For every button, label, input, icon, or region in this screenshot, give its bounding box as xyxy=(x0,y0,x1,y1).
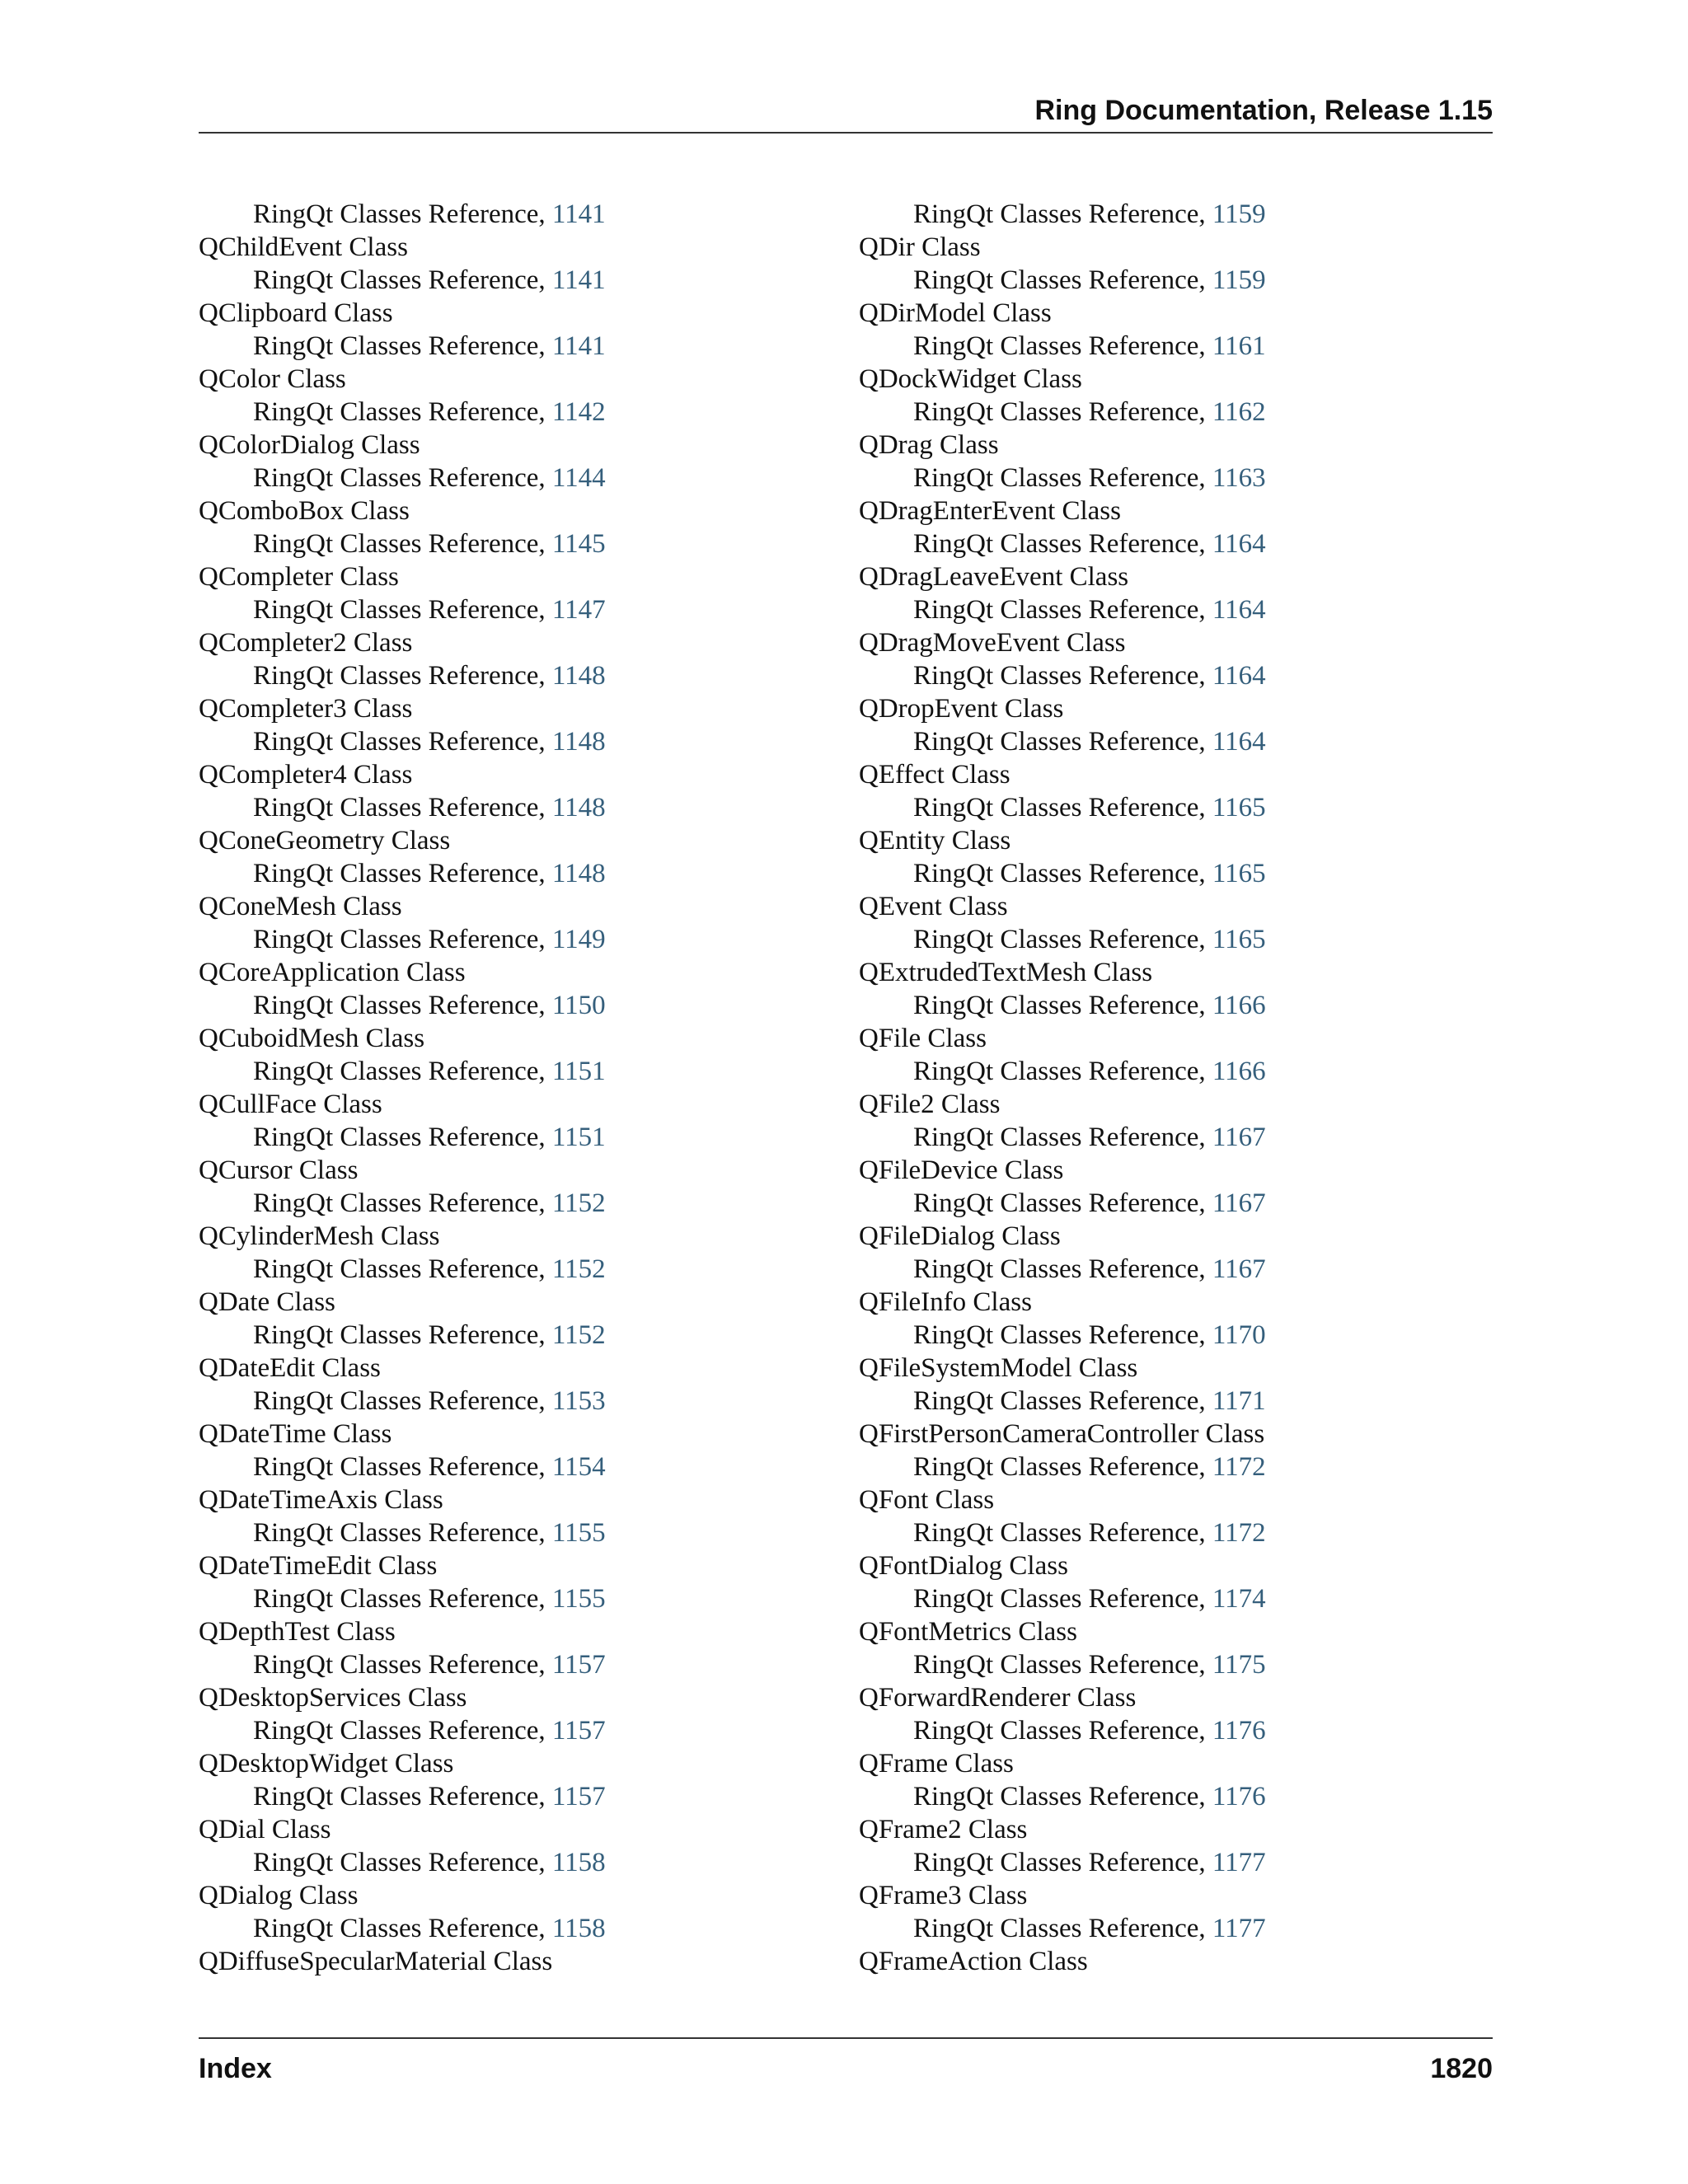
index-entry xyxy=(199,824,792,890)
reference-text: RingQt Classes Reference, xyxy=(253,1122,552,1152)
index-entry-name: QDockWidget Class xyxy=(859,364,1082,394)
page-link[interactable]: 1148 xyxy=(551,661,606,691)
reference-text: RingQt Classes Reference, xyxy=(253,1320,552,1350)
index-entry xyxy=(199,1549,792,1615)
page-link[interactable]: 1153 xyxy=(551,1386,606,1416)
index-column-right xyxy=(859,198,1452,1978)
reference-line xyxy=(199,857,792,890)
page-link[interactable]: 1166 xyxy=(1212,1057,1266,1086)
index-entry xyxy=(199,1286,792,1352)
index-entry-name: QFrame Class xyxy=(859,1749,1014,1779)
index-entry xyxy=(859,1879,1452,1945)
page-link[interactable]: 1159 xyxy=(1212,265,1266,295)
page-header xyxy=(199,92,1493,134)
page-link[interactable]: 1164 xyxy=(1212,727,1266,757)
index-entry-name: QChildEvent Class xyxy=(199,232,408,262)
reference-text: RingQt Classes Reference, xyxy=(253,397,552,427)
reference-text: RingQt Classes Reference, xyxy=(913,727,1212,757)
index-entry xyxy=(859,1549,1452,1615)
reference-line xyxy=(199,725,792,758)
page-link[interactable]: 1167 xyxy=(1212,1188,1266,1218)
page-link[interactable]: 1155 xyxy=(551,1518,606,1548)
index-entry-name: QCompleter3 Class xyxy=(199,694,413,724)
index-entry xyxy=(859,1220,1452,1286)
page-link[interactable]: 1148 xyxy=(551,859,606,888)
reference-text: RingQt Classes Reference, xyxy=(253,727,552,757)
page-link[interactable]: 1157 xyxy=(551,1716,606,1746)
page-link[interactable]: 1162 xyxy=(1212,397,1266,427)
page-link[interactable]: 1148 xyxy=(551,793,606,823)
reference-line xyxy=(859,1582,1452,1615)
reference-line xyxy=(859,1253,1452,1286)
index-entry-name: QCompleter4 Class xyxy=(199,760,413,790)
index-entry xyxy=(199,956,792,1022)
index-entry-name: QDial Class xyxy=(199,1815,331,1844)
page-link[interactable]: 1166 xyxy=(1212,991,1266,1020)
index-entry-name: QCylinderMesh Class xyxy=(199,1221,440,1251)
page-link[interactable]: 1152 xyxy=(551,1320,606,1350)
index-entry xyxy=(859,1747,1452,1813)
index-entry-name: QCompleter2 Class xyxy=(199,628,413,658)
index-entry-name: QColorDialog Class xyxy=(199,430,420,460)
reference-line xyxy=(199,659,792,692)
reference-text: RingQt Classes Reference, xyxy=(253,1848,552,1877)
reference-text: RingQt Classes Reference, xyxy=(253,1584,552,1614)
reference-line xyxy=(859,1912,1452,1945)
index-entry xyxy=(859,1154,1452,1220)
reference-line xyxy=(199,264,792,297)
page-link[interactable]: 1157 xyxy=(551,1650,606,1680)
reference-text: RingQt Classes Reference, xyxy=(913,661,1212,691)
index-entry xyxy=(199,231,792,297)
index-entry-name: QDesktopServices Class xyxy=(199,1683,467,1713)
index-entry xyxy=(199,1879,792,1945)
reference-line xyxy=(199,1253,792,1286)
page-link[interactable]: 1161 xyxy=(1212,331,1266,361)
reference-text: RingQt Classes Reference, xyxy=(913,1848,1212,1877)
reference-line xyxy=(859,989,1452,1022)
index-entry-name: QConeMesh Class xyxy=(199,892,402,921)
index-entry xyxy=(859,231,1452,297)
index-entry xyxy=(199,1483,792,1549)
index-entry xyxy=(859,1813,1452,1879)
index-entry-name: QColor Class xyxy=(199,364,346,394)
footer-section-label: Index xyxy=(199,2053,272,2084)
reference-text: RingQt Classes Reference, xyxy=(253,463,552,493)
page-link[interactable]: 1165 xyxy=(1212,793,1266,823)
index-entry-name: QDir Class xyxy=(859,232,981,262)
index-entry xyxy=(859,1483,1452,1549)
page-link[interactable]: 1154 xyxy=(551,1452,606,1482)
index-entry-name: QFirstPersonCameraController Class xyxy=(859,1419,1265,1449)
index-entry xyxy=(859,758,1452,824)
reference-line xyxy=(199,1187,792,1220)
page-link[interactable]: 1172 xyxy=(1212,1452,1266,1482)
index-entry xyxy=(199,494,792,560)
reference-text: RingQt Classes Reference, xyxy=(253,1716,552,1746)
page-link[interactable]: 1159 xyxy=(1212,199,1266,229)
page-link[interactable]: 1165 xyxy=(1212,859,1266,888)
index-entry xyxy=(199,1418,792,1483)
reference-line xyxy=(859,1121,1452,1154)
document-title: Ring Documentation, Release 1.15 xyxy=(1034,95,1493,126)
page-link[interactable]: 1148 xyxy=(551,727,606,757)
page-link[interactable]: 1141 xyxy=(551,331,606,361)
reference-line xyxy=(859,923,1452,956)
index-entry xyxy=(199,363,792,429)
page-link[interactable]: 1163 xyxy=(1212,463,1266,493)
page-link[interactable]: 1176 xyxy=(1212,1782,1266,1811)
index-entry-name: QEvent Class xyxy=(859,892,1008,921)
reference-text: RingQt Classes Reference, xyxy=(253,793,552,823)
reference-line xyxy=(859,1780,1452,1813)
page-link[interactable]: 1164 xyxy=(1212,595,1266,625)
index-entry-name: QDrag Class xyxy=(859,430,999,460)
reference-text: RingQt Classes Reference, xyxy=(913,925,1212,954)
reference-line xyxy=(859,1187,1452,1220)
index-entry-name: QCuboidMesh Class xyxy=(199,1024,425,1053)
reference-line xyxy=(199,396,792,429)
reference-text: RingQt Classes Reference, xyxy=(913,529,1212,559)
reference-text: RingQt Classes Reference, xyxy=(253,529,552,559)
index-entry xyxy=(859,1286,1452,1352)
reference-text: RingQt Classes Reference, xyxy=(913,1518,1212,1548)
index-entry xyxy=(199,1352,792,1418)
page-link[interactable]: 1167 xyxy=(1212,1254,1266,1284)
reference-text: RingQt Classes Reference, xyxy=(913,463,1212,493)
index-entry-name: QFileInfo Class xyxy=(859,1287,1032,1317)
page-link[interactable]: 1152 xyxy=(551,1188,606,1218)
index-entry xyxy=(859,1088,1452,1154)
reference-text: RingQt Classes Reference, xyxy=(913,1386,1212,1416)
reference-text: RingQt Classes Reference, xyxy=(253,1386,552,1416)
index-entry-name: QFrame3 Class xyxy=(859,1881,1028,1910)
page-link[interactable]: 1164 xyxy=(1212,661,1266,691)
reference-text: RingQt Classes Reference, xyxy=(913,1584,1212,1614)
reference-text: RingQt Classes Reference, xyxy=(913,1122,1212,1152)
index-entry-name: QDialog Class xyxy=(199,1881,359,1910)
reference-line xyxy=(859,1846,1452,1879)
index-entry-name: QEntity Class xyxy=(859,826,1011,855)
reference-text: RingQt Classes Reference, xyxy=(253,661,552,691)
reference-line xyxy=(859,1648,1452,1681)
page-link[interactable]: 1144 xyxy=(551,463,606,493)
reference-text: RingQt Classes Reference, xyxy=(253,1452,552,1482)
index-entry xyxy=(199,890,792,956)
reference-line xyxy=(859,330,1452,363)
reference-text: RingQt Classes Reference, xyxy=(913,199,1212,229)
reference-text: RingQt Classes Reference, xyxy=(253,991,552,1020)
reference-line xyxy=(199,923,792,956)
page-link[interactable]: 1157 xyxy=(551,1782,606,1811)
reference-line xyxy=(859,791,1452,824)
reference-line xyxy=(199,1912,792,1945)
index-entry-name: QFileDialog Class xyxy=(859,1221,1061,1251)
reference-text: RingQt Classes Reference, xyxy=(913,1782,1212,1811)
index-entry-name: QFrame2 Class xyxy=(859,1815,1028,1844)
reference-text: RingQt Classes Reference, xyxy=(913,1452,1212,1482)
page-link[interactable]: 1177 xyxy=(1212,1914,1266,1943)
reference-line xyxy=(859,857,1452,890)
reference-text: RingQt Classes Reference, xyxy=(253,925,552,954)
index-entry-name: QCoreApplication Class xyxy=(199,958,466,987)
index-entry xyxy=(859,494,1452,560)
reference-text: RingQt Classes Reference, xyxy=(253,1254,552,1284)
reference-line xyxy=(859,198,1452,231)
reference-line xyxy=(859,264,1452,297)
index-entry xyxy=(199,1088,792,1154)
page-link[interactable]: 1150 xyxy=(551,991,606,1020)
index-entry-name: QDragLeaveEvent Class xyxy=(859,562,1129,592)
index-entry-name: QFile2 Class xyxy=(859,1090,1001,1119)
index-entry-name: QDateTime Class xyxy=(199,1419,392,1449)
reference-line xyxy=(199,1582,792,1615)
page-link[interactable]: 1147 xyxy=(551,595,606,625)
index-column-left xyxy=(199,198,792,1978)
index-entry xyxy=(199,1747,792,1813)
reference-text: RingQt Classes Reference, xyxy=(253,265,552,295)
reference-line xyxy=(199,1055,792,1088)
reference-text: RingQt Classes Reference, xyxy=(913,1914,1212,1943)
page-link[interactable]: 1165 xyxy=(1212,925,1266,954)
index-entry xyxy=(859,1418,1452,1483)
index-entry xyxy=(199,626,792,692)
page-link[interactable]: 1170 xyxy=(1212,1320,1266,1350)
index-entry-name: QDateTimeEdit Class xyxy=(199,1551,438,1581)
index-entry-name: QExtrudedTextMesh Class xyxy=(859,958,1153,987)
index-entry-name: QDirModel Class xyxy=(859,298,1052,328)
reference-line xyxy=(859,1451,1452,1483)
index-entry-name: QConeGeometry Class xyxy=(199,826,451,855)
index-entry-name: QDate Class xyxy=(199,1287,335,1317)
index-entry-name: QClipboard Class xyxy=(199,298,393,328)
index-entry xyxy=(199,758,792,824)
reference-text: RingQt Classes Reference, xyxy=(253,595,552,625)
reference-line xyxy=(199,198,792,231)
index-entry-name: QDragMoveEvent Class xyxy=(859,628,1126,658)
reference-line xyxy=(859,1516,1452,1549)
reference-text: RingQt Classes Reference, xyxy=(253,1650,552,1680)
index-entry xyxy=(859,824,1452,890)
page-link[interactable]: 1174 xyxy=(1212,1584,1266,1614)
page-link[interactable]: 1177 xyxy=(1212,1848,1266,1877)
page-link[interactable]: 1151 xyxy=(551,1122,606,1152)
index-entry-name: QCursor Class xyxy=(199,1155,359,1185)
reference-line xyxy=(859,462,1452,494)
index-entry-name: QCullFace Class xyxy=(199,1090,382,1119)
index-entry-name: QFontMetrics Class xyxy=(859,1617,1077,1647)
reference-line xyxy=(199,1846,792,1879)
page-link[interactable]: 1158 xyxy=(551,1914,606,1943)
index-entry-name: QFont Class xyxy=(859,1485,995,1515)
reference-line xyxy=(859,1319,1452,1352)
index-entry xyxy=(859,363,1452,429)
index-entry xyxy=(859,1615,1452,1681)
index-entry-name: QEffect Class xyxy=(859,760,1010,790)
index-entry xyxy=(859,626,1452,692)
index-entry-name: QFrameAction Class xyxy=(859,1947,1088,1976)
reference-line xyxy=(199,1714,792,1747)
reference-line xyxy=(199,1516,792,1549)
index-entry-name: QDateEdit Class xyxy=(199,1353,381,1383)
reference-text: RingQt Classes Reference, xyxy=(253,1518,552,1548)
reference-text: RingQt Classes Reference, xyxy=(913,265,1212,295)
index-entry xyxy=(199,429,792,494)
page-link[interactable]: 1167 xyxy=(1212,1122,1266,1152)
index-entry xyxy=(199,692,792,758)
page-link[interactable]: 1172 xyxy=(1212,1518,1266,1548)
reference-text: RingQt Classes Reference, xyxy=(253,1057,552,1086)
page-link[interactable]: 1141 xyxy=(551,265,606,295)
index-entry-name: QComboBox Class xyxy=(199,496,410,526)
index-entry xyxy=(859,1352,1452,1418)
index-entry-name: QCompleter Class xyxy=(199,562,399,592)
reference-text: RingQt Classes Reference, xyxy=(913,397,1212,427)
index-entry xyxy=(859,956,1452,1022)
index-entry-name: QDesktopWidget Class xyxy=(199,1749,454,1779)
reference-text: RingQt Classes Reference, xyxy=(253,1782,552,1811)
reference-line xyxy=(199,1648,792,1681)
index-entry-name: QFileSystemModel Class xyxy=(859,1353,1138,1383)
index-entry xyxy=(859,890,1452,956)
page-link[interactable]: 1149 xyxy=(551,925,606,954)
reference-text: RingQt Classes Reference, xyxy=(913,595,1212,625)
reference-line xyxy=(199,593,792,626)
reference-line xyxy=(199,330,792,363)
index-entry xyxy=(859,297,1452,363)
index-entry-name: QDropEvent Class xyxy=(859,694,1064,724)
reference-text: RingQt Classes Reference, xyxy=(913,859,1212,888)
page-link[interactable]: 1175 xyxy=(1212,1650,1266,1680)
reference-text: RingQt Classes Reference, xyxy=(913,1057,1212,1086)
index-entry-name: QFontDialog Class xyxy=(859,1551,1068,1581)
index-entry-name: QDiffuseSpecularMaterial Class xyxy=(199,1947,553,1976)
reference-text: RingQt Classes Reference, xyxy=(253,199,552,229)
reference-text: RingQt Classes Reference, xyxy=(913,1650,1212,1680)
reference-line xyxy=(859,527,1452,560)
reference-line xyxy=(199,1319,792,1352)
index-entry xyxy=(199,1022,792,1088)
reference-text: RingQt Classes Reference, xyxy=(913,331,1212,361)
index-entry-name: QDateTimeAxis Class xyxy=(199,1485,443,1515)
index-entry xyxy=(859,1022,1452,1088)
reference-text: RingQt Classes Reference, xyxy=(253,1188,552,1218)
index-entry-name: QDragEnterEvent Class xyxy=(859,496,1121,526)
reference-line xyxy=(199,1385,792,1418)
index-entry xyxy=(199,1813,792,1879)
page-link[interactable]: 1155 xyxy=(551,1584,606,1614)
reference-text: RingQt Classes Reference, xyxy=(913,1254,1212,1284)
reference-line xyxy=(199,791,792,824)
footer-page-number: 1820 xyxy=(1430,2053,1493,2084)
reference-line xyxy=(199,1780,792,1813)
index-entry xyxy=(199,1154,792,1220)
reference-line xyxy=(859,593,1452,626)
page-link[interactable]: 1152 xyxy=(551,1254,606,1284)
index-entry-name: QForwardRenderer Class xyxy=(859,1683,1137,1713)
reference-line xyxy=(859,1385,1452,1418)
page-link[interactable]: 1158 xyxy=(551,1848,606,1877)
reference-text: RingQt Classes Reference, xyxy=(913,1188,1212,1218)
index-entry-name: QFileDevice Class xyxy=(859,1155,1064,1185)
reference-line xyxy=(199,462,792,494)
index-entry xyxy=(859,560,1452,626)
index-entry-name: QDepthTest Class xyxy=(199,1617,396,1647)
reference-line xyxy=(859,396,1452,429)
index-entry xyxy=(859,429,1452,494)
index-entry xyxy=(199,1220,792,1286)
reference-text: RingQt Classes Reference, xyxy=(913,991,1212,1020)
index-entry xyxy=(199,297,792,363)
reference-line xyxy=(859,1714,1452,1747)
reference-line xyxy=(859,1055,1452,1088)
index-entry xyxy=(199,1615,792,1681)
index-entry xyxy=(199,1681,792,1747)
reference-line xyxy=(859,659,1452,692)
reference-text: RingQt Classes Reference, xyxy=(253,859,552,888)
index-entry xyxy=(199,560,792,626)
page-link[interactable]: 1141 xyxy=(551,199,606,229)
reference-line xyxy=(199,1121,792,1154)
index-entry xyxy=(859,692,1452,758)
index-entry-name: QFile Class xyxy=(859,1024,987,1053)
reference-line xyxy=(199,527,792,560)
reference-text: RingQt Classes Reference, xyxy=(913,1320,1212,1350)
reference-text: RingQt Classes Reference, xyxy=(913,793,1212,823)
page-footer xyxy=(199,2037,1493,2088)
page-link[interactable]: 1171 xyxy=(1212,1386,1266,1416)
index-entry xyxy=(859,1681,1452,1747)
page-link[interactable]: 1164 xyxy=(1212,529,1266,559)
reference-line xyxy=(859,725,1452,758)
reference-text: RingQt Classes Reference, xyxy=(253,1914,552,1943)
page-link[interactable]: 1151 xyxy=(551,1057,606,1086)
reference-line xyxy=(199,1451,792,1483)
page-link[interactable]: 1145 xyxy=(551,529,606,559)
reference-text: RingQt Classes Reference, xyxy=(253,331,552,361)
reference-text: RingQt Classes Reference, xyxy=(913,1716,1212,1746)
page-link[interactable]: 1142 xyxy=(551,397,606,427)
reference-line xyxy=(199,989,792,1022)
page-link[interactable]: 1176 xyxy=(1212,1716,1266,1746)
